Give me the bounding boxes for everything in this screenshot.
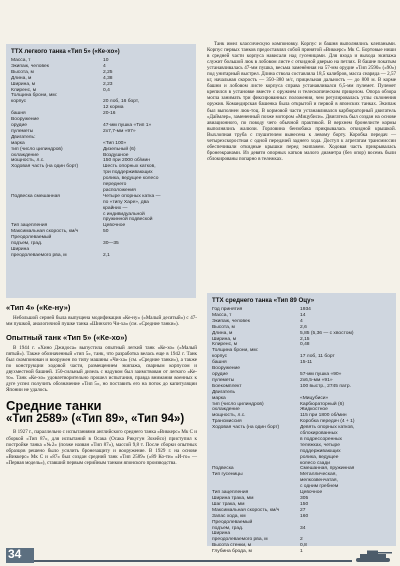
spec-value: Девять опорных катков, сблокированных в подрессоренных тележках, четыре поддерживающих ролика, ведущее колесо сзади — [300, 425, 355, 466]
right-text-column — [207, 41, 396, 162]
spec-label: Толщина брони, мм: — [212, 348, 259, 354]
paragraph-type5: В 1944 г. «Хино Джидоса» выпустила опытный легкий танк «Ке-хо» («Малый пятый»). Также обозначенный «тип 5», танк, что разработка велась еще в 1942 г. Танк был скомпонован и вооружен по типу машины «Чи-ха» (см. «Средние танки»), а также по конструкции ходовой части, размещением экипажа, сварным корпусом и двухместной башней. 150-сильный дизель с надувом был заимствован от легкого «Ке-то». Танк «Ке-хо» удовлетворительно прошел испытания, правда внимания военных к дуге успел получить обозначение «Тип 5», но поставить его на поток до капитуляции Японии не удалось. — [6, 345, 197, 394]
spec-value: 17 лоб, 11 борт — [300, 354, 335, 360]
spec-label: корпус — [212, 354, 228, 360]
spec-value: Воздушное — [103, 152, 129, 158]
spec-label: Год принятия — [212, 307, 243, 312]
spec-value: 160 — [300, 513, 309, 519]
spec-label: башня — [212, 360, 227, 366]
left-text-column — [6, 303, 197, 466]
spec-table-type89 — [207, 293, 396, 555]
spec-value: Карбюраторный (6) — [300, 401, 344, 407]
spec-value: 4,38 — [103, 75, 113, 81]
spec-label: башня — [11, 111, 26, 117]
spec-label: Глубина брода, м — [212, 549, 252, 555]
spec-label: Длина, м — [11, 75, 32, 81]
spec-value: 0,8 — [300, 543, 307, 549]
spec-label: Подвеска смешанная — [11, 193, 60, 199]
spec-label: Тип гусеницы — [212, 472, 243, 478]
spec-value: 2,1 — [103, 252, 110, 258]
spec-table-title: ТТХ легкого танка «Тип 5» («Ке-хо») — [11, 48, 120, 55]
spec-label: Клиренс, м — [11, 87, 37, 93]
spec-label: Экипаж, человек — [11, 63, 49, 69]
spec-row — [11, 164, 191, 194]
spec-label: пулеметы — [11, 128, 34, 134]
spec-label: Вооружение — [212, 366, 241, 372]
spec-row — [212, 425, 391, 466]
spec-label: тип (число цилиндров) — [11, 146, 63, 152]
spec-label: Ходовая часть (на один борт) — [212, 425, 280, 431]
spec-value: 20-16 — [103, 111, 116, 117]
spec-value: 2,15 — [300, 336, 310, 342]
spec-row — [212, 472, 391, 490]
spec-label: Ширина, м — [11, 81, 36, 87]
spec-label: пулеметы — [212, 377, 235, 383]
spec-row — [11, 253, 191, 259]
spec-value: 2 — [300, 537, 303, 543]
spec-label: Двигатель — [212, 389, 236, 395]
spec-value: 150 — [300, 501, 309, 507]
section-heading-type2589: «Тип 2589» («Тип 89», «Тип 94») — [6, 413, 185, 426]
spec-label: охлаждение — [11, 152, 39, 158]
spec-label: Высота стенки, м — [212, 543, 252, 549]
spec-value: 305 — [300, 496, 309, 501]
spec-value: 10 — [103, 58, 109, 63]
tank-icon — [354, 549, 394, 563]
spec-table-title: ТТХ среднего танка «Тип 89 Оцу» — [212, 297, 315, 304]
spec-label: Трансмиссия — [212, 419, 242, 425]
spec-label: охлаждение — [212, 407, 240, 413]
spec-value: 5,85 (5,36 — с хвостом) — [300, 330, 354, 336]
spec-label: Ширина, м — [212, 336, 237, 342]
spec-label: Подвеска — [212, 466, 234, 472]
spec-label: Масса, т — [11, 58, 31, 63]
spec-label: Масса, т — [212, 312, 232, 318]
spec-value: 34 — [300, 525, 306, 531]
spec-label: Ширина — [11, 247, 30, 252]
spec-table-type5 — [6, 44, 196, 298]
section-heading-medium-tanks: Средние танки — [6, 398, 102, 414]
spec-value: 0,4 — [103, 87, 110, 93]
spec-value: 1934 — [300, 307, 311, 312]
paragraph-type89-design: Танк имел классическую компоновку. Корпус и башня выполнялись клепаными. Корпус первых танков предоставлял собой принятой «Виккерс» Мк С. Бортовые ниши в средней части корпуса нависали над гусеницами. Для входа и выхода экипажа служит большой люк в лобовом листе с откидной дверью на петлях. В башне покатым устанавливалась 47-мм пушка, весьма заменённая на 57-мм орудие «Тип 2590» («90») под унитарный выстрел. Длина ствола составляла 18,5 калибров, масса снаряда — 2,57 кг, начальная скорость — 350–380 м/с, прицельная дальность — до 800 м. В корме башни и лобовом листе корпуса справа устанавливался 6,5-мм пулемет. Пулемет крепился в установке вместе с оружием и телескопическим прицелом. Опора обзора могла занимать три фиксированных положения, чем регулировалась углы склонения оружия. Командирская башенка была открытой и первой в японских танках. Экипаж был выполнен люк-тоц. В кормовой части устанавливался карбюраторный двигатель «Даймлер», замененный позже мотором «Мицубиси». Двигатель был создан на основе авиационного, по поводу чего обычной практикой. В верхнем бронелисте кормы выполнялись жалюзи. Горловина бензобака прикрывалась откидной крышкой. Выхлопная труба с глушителем вынесена к левому борту. Коробка передач — четырехскоростная с одной передачей заднего хода. Доступ к агрегатам трансмиссии обеспечивали откидные крышки перед экипажем. Ходовая часть прикрывалась бронеэкранами. Из девяти опорных катков малого диаметра (без опор) восемь были сблокированы попарно в тележках. — [207, 41, 396, 162]
page-number: 34 — [8, 547, 22, 561]
spec-label: Ширина трака, мм — [212, 496, 254, 501]
spec-label: Высота, м — [212, 324, 235, 330]
spec-label: преодолеваемого рва, м — [212, 537, 268, 543]
spec-value: 1 — [300, 549, 303, 555]
spec-row — [11, 99, 191, 111]
section-heading-type5: Опытный танк «Тип 5» («Ке-хо») — [6, 333, 128, 343]
spec-value: Цевочное — [300, 490, 323, 496]
spec-value: 115 при 1800 об/мин — [300, 413, 347, 419]
spec-label: Максимальная скорость, км/ч — [212, 507, 280, 513]
spec-value: Металлическая, мелкозвенчатая, с одним гребнем — [300, 472, 339, 490]
spec-value: 14 — [300, 312, 306, 318]
spec-label: мощность, л.с. — [11, 158, 45, 164]
spec-label: Ходовая часть (на один борт) — [11, 164, 79, 170]
spec-value: Жидкостное — [300, 407, 328, 413]
spec-value: 4 — [103, 63, 106, 69]
spec-value: 57-мм пушка «90» — [300, 371, 342, 377]
spec-rows — [212, 307, 391, 555]
spec-label: Преодолеваемый — [212, 519, 253, 525]
spec-label: Максимальная скорость, км/ч — [11, 229, 79, 235]
spec-label: Тип зацепления — [212, 490, 249, 496]
spec-value: 2,25 — [103, 69, 113, 75]
spec-value: Шесть опорных катков, три поддерживающих ролика, ведущее колесо переднего расположения — [103, 164, 159, 193]
spec-value: Четыре опорных катка — по «типу Харе», два крайних — с индивидуальной пружинной подвеской — [103, 193, 161, 223]
section-heading-type4: «Тип 4» («Ке-ну») — [6, 303, 71, 312]
spec-value: 27 — [300, 507, 306, 513]
spec-label: орудие — [212, 371, 228, 377]
spec-value: 100 выстр., 2745 патр. — [300, 383, 351, 389]
spec-label: Преодолеваемый — [11, 235, 52, 241]
spec-label: Экипаж, человек — [212, 318, 250, 324]
spec-value: 0,48 — [300, 342, 310, 348]
paragraph-type2589: В 1927 г., параллельно с испытаниями английского среднего танка «Виккерс» Мк С и сборкой «Тип 87», для испытаний в Осака (Осака Рикугун Зохейсо) приступил к постройке танка «№2» (позже назван «Тип 87»), массой 9,8 т. После сборки опытных образцов решено было усилить бронезащиту и вооружение. В 1929 г. на основе «Виккерс» Мк С и «87» был создан средний танк «Тип 2589» («89 Ко-ти» «И-го» — «Первая модель»), ставший первым серийным танком японского производства. — [6, 429, 197, 466]
spec-value: Смешанная, пружинная — [300, 466, 355, 472]
spec-value: 2х7,7-мм «97» — [103, 128, 136, 134]
spec-row — [11, 194, 191, 224]
spec-value: 20 лоб, 16 борт, 12 корма — [103, 99, 139, 111]
spec-value: 2х6,5-мм «91» — [300, 377, 333, 383]
spec-label: Запас хода, км — [212, 513, 246, 519]
spec-value: 30—35 — [103, 241, 119, 247]
spec-label: Боекомплект — [212, 383, 242, 389]
spec-value: 47-мм пушка «Тип 1» — [103, 122, 152, 128]
spec-value: 4 — [300, 318, 303, 324]
spec-label: Толщина брони, мм: — [11, 93, 58, 99]
spec-label: Шаг трака, мм — [212, 501, 245, 507]
spec-label: подъем, град. — [11, 241, 43, 247]
spec-label: марка — [11, 140, 25, 146]
spec-value: Коробка передач (4 + 1) — [300, 419, 355, 425]
spec-value: Дизельный (6) — [103, 146, 136, 152]
spec-value: 15-11 — [300, 360, 313, 366]
spec-label: Высота, м — [11, 69, 34, 75]
spec-label: Длина, м — [212, 330, 233, 336]
spec-value: Цевочное — [103, 223, 126, 229]
spec-value: «Тип 100» — [103, 140, 127, 146]
spec-label: Тип зацепления — [11, 223, 48, 229]
spec-label: марка — [212, 395, 226, 401]
spec-value: 50 — [103, 229, 109, 235]
spec-value: 2,23 — [103, 81, 113, 87]
spec-rows — [11, 58, 191, 259]
spec-label: корпус — [11, 99, 27, 105]
spec-label: Ширина — [212, 531, 231, 537]
spec-value: 2,6 — [300, 324, 307, 330]
spec-value: «Мицубиси» — [300, 395, 329, 401]
spec-value: 150 при 2000 об/мин — [103, 158, 150, 164]
spec-label: Двигатель: — [11, 134, 36, 140]
footer-rule — [34, 560, 352, 562]
paragraph-type4: Небольшой серией была выпущена модификация «Ке-ну» («Малый десятый») с 47-мм пушкой, аналогичной пушке танка «Шинхото Чи-ха» (см. «Средние танки»). — [6, 315, 197, 328]
spec-label: Вооружение — [11, 117, 40, 123]
spec-label: орудие — [11, 122, 27, 128]
spec-label: тип (число цилиндров) — [212, 401, 264, 407]
spec-label: Клиренс, м — [212, 342, 238, 348]
spec-label: преодолеваемого рва, м — [11, 252, 67, 258]
spec-label: мощность, л.с. — [212, 413, 246, 419]
spec-label: подъем, град. — [212, 525, 244, 531]
